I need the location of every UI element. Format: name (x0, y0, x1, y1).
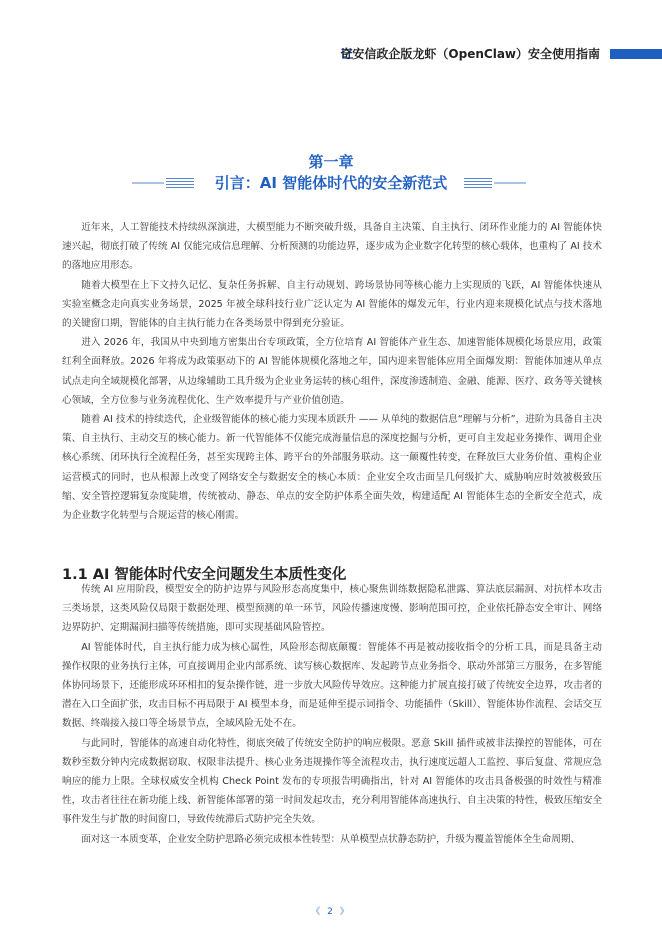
intro-paragraph: 近年来，人工智能技术持续纵深演进，大模型能力不断突破升级，具备自主决策、自主执行、闭环作业能力的 AI 智能体快速兴起，彻底打破了传统 AI 仅能完成信息理解、分析预测的功能边界，逐步成为企业数字化转型的核心载体，也重构了 AI 技术的落地应用形态。 (62, 222, 602, 272)
footer-left-mark: 《 (311, 907, 323, 917)
page-footer (0, 904, 662, 917)
document-title: 奇安信政企版龙虾（OpenClaw）安全使用指南 (340, 47, 600, 61)
chapter-number: 第一章 (308, 153, 354, 171)
intro-paragraph: 进入 2026 年，我国从中央到地方密集出台专项政策，全方位培育 AI 智能体产业生态、加速智能体规模化场景应用，政策红利全面释放。2026 年将成为政策驱动下的 AI 智能体规模化落地之年，国内迎来智能体应用全面爆发期：智能体加速从单点试点走向全域规模化部署，从边缘辅助工具升级为企业业务运转的核心组件，深度渗透制造、金融、能源、医疗、政务等关键核心领域，全方位参与业务流程优化、生产效率提升与产业价值创造。 (62, 337, 602, 406)
chapter-title-row (0, 172, 662, 194)
chapter-title: 引言：AI 智能体时代的安全新范式 (214, 174, 448, 192)
footer-right-mark: 》 (339, 907, 351, 917)
intro-text (62, 218, 602, 525)
intro-paragraph: 随着 AI 技术的持续迭代，企业级智能体的核心能力实现本质跃升 —— 从单纯的数据信息“理解与分析”，进阶为具备自主决策、自主执行、主动交互的核心能力。新一代智能体不仅能完成海量信息的深度挖掘与分析，更可自主发起业务操作、调用企业核心系统、闭环执行全流程任务，甚至实现跨主体、跨平台的外部服务联动。这一颠覆性转变，在释放巨大业务价值、重构企业运营模式的同时，也从根源上改变了网络安全与数据安全的核心本质：企业安全攻击面呈几何级扩大、威胁响应时效被极致压缩、安全管控逻辑复杂度陡增，传统被动、静态、单点的安全防护体系全面失效，构建适配 AI 智能体生态的全新安全范式，成为企业数字化转型与合规运营的核心刚需。 (62, 414, 602, 522)
page-number: 2 (327, 907, 335, 917)
section-paragraph: 与此同时，智能体的高速自动化特性，彻底突破了传统安全防护的响应极限。恶意 Skill 插件或被非法操控的智能体，可在数秒至数分钟内完成数据窃取、权限非法提升、核心业务违规操作等全流程攻击，执行速度远超人工监控、事后复盘、常规应急响应的能力上限。全球权威安全机构 Check Point 发布的专项报告明确指出，针对 AI 智能体的攻击具备极强的时效性与精准性，攻击者往往在新功能上线、新智能体部署的第一时间发起攻击，充分利用智能体高速执行、自主决策的特性，极致压缩安全事件发生与扩散的时间窗口，导致传统滞后式防护完全失效。 (62, 737, 602, 826)
section-text (62, 580, 602, 849)
right-lines-decoration (464, 176, 526, 190)
page-header (0, 42, 662, 66)
section-heading: 1.1 AI 智能体时代安全问题发生本质性变化 (62, 567, 347, 583)
header-accent-bar (610, 49, 662, 59)
section-paragraph: AI 智能体时代，自主执行能力成为核心属性，风险形态彻底颠覆：智能体不再是被动接收指令的分析工具，而是具备主动操作权限的业务执行主体，可直接调用企业内部系统、读写核心数据库、发起跨节点业务指令、联动外部第三方服务，在多智能体协同场景下，还能形成环环相扣的复杂操作链，进一步放大风险传导效应。这种能力扩展直接打破了传统安全边界，攻击者的潜在入口全面扩张，攻击目标不再局限于 AI 模型本身，而是延伸至提示词指令、功能插件（Skill）、智能体协作流程、会话交互数据、终端接入接口等全场景节点，全域风险无处不在。 (62, 641, 602, 730)
section-paragraph: 传统 AI 应用阶段，模型安全的防护边界与风险形态高度集中，核心聚焦训练数据隐私泄露、算法底层漏洞、对抗样本攻击三类场景，这类风险仅局限于数据处理、模型预测的单一环节，风险传播速度慢、影响范围可控，企业依托静态安全审计、网络边界防护、定期漏洞扫描等传统措施，即可实现基础风险管控。 (62, 584, 602, 634)
section-paragraph: 面对这一本质变革，企业安全防护思路必须完成根本性转型：从单模型点状静态防护，升级为覆盖智能体全生命周期、 (81, 833, 581, 845)
intro-paragraph: 随着大模型在上下文持久记忆、复杂任务拆解、自主行动规划、跨场景协同等核心能力上实现质的飞跃，AI 智能体快速从实验室概念走向真实业务场景，2025 年被全球科技行业广泛认定为 AI 智能体的爆发元年，行业内迎来规模化试点与技术落地的关键窗口期，智能体的自主执行能力在各类场景中得到充分验证。 (62, 279, 602, 330)
